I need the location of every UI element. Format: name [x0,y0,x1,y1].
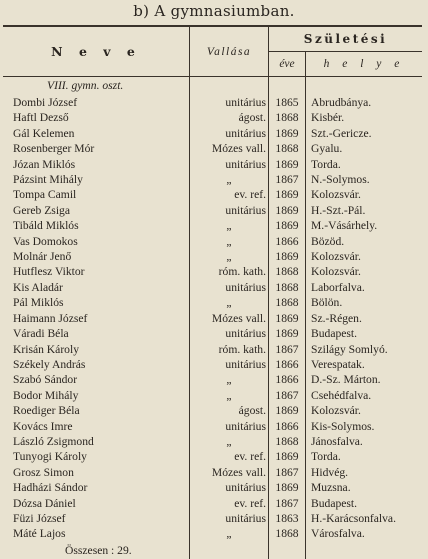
student-religion: unitárius [190,357,269,372]
student-birth-year: 1869 [269,126,306,141]
table-row [3,419,422,434]
student-religion: unitárius [190,203,269,218]
student-birth-year: 1868 [269,264,306,279]
student-birth-place: Kolozsvár. [311,188,361,202]
student-religion: unitárius [190,126,269,141]
student-birth-place: Kolozsvár. [311,250,361,264]
student-religion: „ [190,372,269,387]
student-birth-place: Bözöd. [311,234,345,248]
student-name: Józan Miklós [3,157,190,172]
student-birth-place: Sz.-Régen. [311,311,362,325]
table-row [3,264,422,279]
table-row [3,372,422,387]
table-row [3,157,422,172]
student-birth-place: Kisbér. [311,111,345,125]
column-header-place: h e l y e [306,52,423,77]
student-religion: „ [190,388,269,403]
student-name: Tompa Camil [3,187,190,202]
student-birth-place: Bölön. [311,296,343,310]
table-row [3,203,422,218]
student-name: Gereb Zsiga [3,203,190,218]
table-row [3,234,422,249]
student-religion: ev. ref. [190,496,269,511]
student-birth-year: 1869 [269,203,306,218]
student-religion: „ [190,172,269,187]
column-header-year: éve [269,52,306,77]
student-religion: ágost. [190,403,269,418]
table-row [3,95,422,110]
student-birth-year: 1863 [269,511,306,526]
student-birth-place: Torda. [311,157,341,171]
student-birth-year: 1869 [269,157,306,172]
student-name: Kis Aladár [3,280,190,295]
table-row [3,172,422,187]
student-birth-year: 1868 [269,434,306,449]
student-name: Haftl Dezső [3,110,190,125]
section-heading: b) A gymnasiumban. [133,2,295,20]
student-religion: unitárius [190,157,269,172]
student-birth-year: 1868 [269,141,306,156]
student-birth-year: 1866 [269,357,306,372]
student-religion: „ [190,218,269,233]
table-row [3,526,422,541]
student-birth-place: H.-Szt.-Pál. [311,203,366,217]
student-name: Hutflesz Viktor [3,264,190,279]
student-name: Dózsa Dániel [3,496,190,511]
student-birth-year: 1869 [269,480,306,495]
student-name: Gál Kelemen [3,126,190,141]
student-religion: „ [190,295,269,310]
student-name: László Zsigmond [3,434,190,449]
student-name: Kovács Imre [3,419,190,434]
student-name: Rosenberger Mór [3,141,190,156]
student-religion: ágost. [190,110,269,125]
student-birth-year: 1869 [269,449,306,464]
student-religion: „ [190,526,269,541]
student-birth-year: 1869 [269,311,306,326]
table-row [3,434,422,449]
student-birth-year: 1868 [269,110,306,125]
student-birth-year: 1869 [269,249,306,264]
student-name: Tibáld Miklós [3,218,190,233]
student-name: Dombi József [3,95,190,110]
student-religion: unitárius [190,280,269,295]
student-birth-year: 1867 [269,465,306,480]
student-birth-year: 1866 [269,372,306,387]
student-birth-place: Városfalva. [311,527,365,541]
student-name: Pál Miklós [3,295,190,310]
student-name: Krisán Károly [3,342,190,357]
table-row [3,511,422,526]
student-religion: ev. ref. [190,187,269,202]
student-birth-place: D.-Sz. Márton. [311,373,381,387]
student-name: Bodor Mihály [3,388,190,403]
table-row [3,280,422,295]
table-row [3,480,422,495]
table-row [3,218,422,233]
student-name: Váradi Béla [3,326,190,341]
student-birth-year: 1869 [269,326,306,341]
table-row [3,403,422,418]
table-row [3,496,422,511]
student-name: Molnár Jenő [3,249,190,264]
student-birth-year: 1869 [269,403,306,418]
student-religion: Mózes vall. [190,465,269,480]
student-birth-place: Abrudbánya. [311,96,372,109]
student-birth-year: 1867 [269,172,306,187]
student-birth-place: Hidvég. [311,465,349,479]
student-name: Haimann József [3,311,190,326]
student-birth-place: M.-Vásárhely. [311,219,378,233]
table-row [3,126,422,141]
table-row [3,449,422,464]
student-birth-year: 1868 [269,295,306,310]
student-birth-place: Szilágy Somlyó. [311,342,388,356]
student-religion: ev. ref. [190,449,269,464]
student-birth-year: 1869 [269,218,306,233]
student-birth-place: Csehédfalva. [311,388,372,402]
student-religion: „ [190,434,269,449]
student-birth-year: 1868 [269,526,306,541]
student-birth-place: Muzsna. [311,481,351,495]
student-birth-place: H.-Karácsonfalva. [311,511,396,525]
table-row [3,326,422,341]
table-row [3,141,422,156]
student-birth-year: 1867 [269,388,306,403]
student-birth-place: Kolozsvár. [311,404,361,418]
table-body [3,77,422,559]
table-row [3,187,422,202]
student-birth-year: 1866 [269,234,306,249]
student-religion: unitárius [190,511,269,526]
student-name: Szabó Sándor [3,372,190,387]
student-table [3,25,422,559]
class-row [3,77,422,96]
student-name: Máté Lajos [3,526,190,541]
table-row [3,465,422,480]
student-religion: Mózes vall. [190,311,269,326]
student-name: Székely András [3,357,190,372]
total-label: Összesen : 29. [3,542,190,559]
column-header-birth: Születési [269,26,423,52]
student-birth-place: Verespatak. [311,357,365,371]
table-row [3,249,422,264]
student-birth-place: Szt.-Gericze. [311,126,372,140]
table-row [3,311,422,326]
student-name: Vas Domokos [3,234,190,249]
student-birth-year: 1865 [269,95,306,110]
student-birth-year: 1869 [269,187,306,202]
student-name: Roediger Béla [3,403,190,418]
student-birth-year: 1868 [269,280,306,295]
student-birth-year: 1867 [269,342,306,357]
student-religion: Mózes vall. [190,141,269,156]
table-row [3,110,422,125]
student-religion: „ [190,249,269,264]
student-name: Grosz Simon [3,465,190,480]
student-birth-place: N.-Solymos. [311,173,370,187]
student-name: Füzi József [3,511,190,526]
student-name: Tunyogi Károly [3,449,190,464]
table-row [3,342,422,357]
student-birth-place: Kolozsvár. [311,265,361,279]
student-religion: róm. kath. [190,342,269,357]
student-religion: „ [190,234,269,249]
student-birth-year: 1867 [269,496,306,511]
student-birth-place: Laborfalva. [311,280,365,294]
student-birth-place: Kis-Solymos. [311,419,375,433]
student-religion: unitárius [190,326,269,341]
student-name: Hadházi Sándor [3,480,190,495]
class-label: VIII. gymn. oszt. [3,77,190,96]
student-birth-place: Jánosfalva. [311,434,363,448]
table-row [3,388,422,403]
student-religion: unitárius [190,95,269,110]
student-birth-place: Budapest. [311,327,358,341]
student-birth-place: Torda. [311,450,341,464]
table-row [3,295,422,310]
student-religion: unitárius [190,480,269,495]
table-row [3,357,422,372]
student-birth-place: Budapest. [311,496,358,510]
student-birth-year: 1866 [269,419,306,434]
student-religion: unitárius [190,419,269,434]
student-birth-place: Gyalu. [311,142,343,156]
student-name: Pázsint Mihály [3,172,190,187]
total-row [3,542,422,559]
column-header-name: N e v e [3,26,190,77]
student-religion: róm. kath. [190,264,269,279]
column-header-religion: Vallása [190,26,269,77]
